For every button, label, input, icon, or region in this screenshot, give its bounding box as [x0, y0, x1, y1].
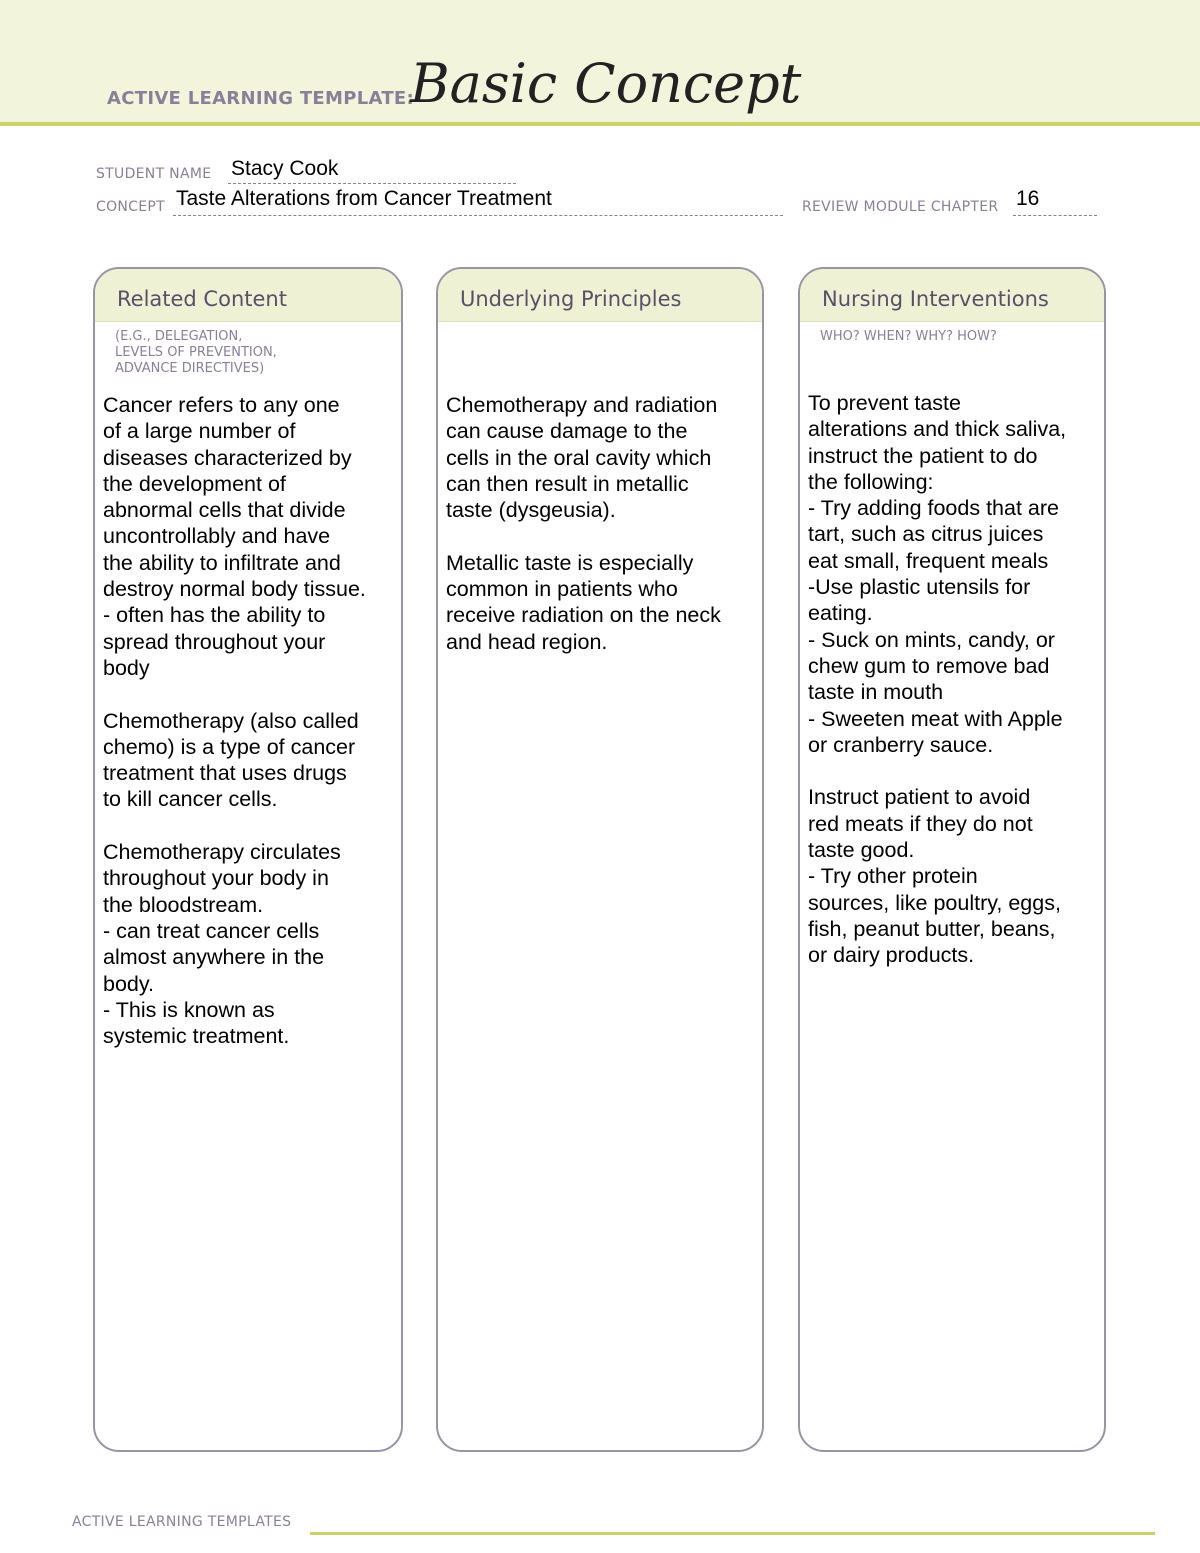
panel-title: Nursing Interventions: [822, 287, 1049, 311]
footer-divider: [310, 1532, 1155, 1535]
panel-title: Underlying Principles: [460, 287, 682, 311]
chapter-value: 16: [1016, 187, 1040, 210]
underlying-principles-panel: [436, 267, 764, 1452]
student-name-label: STUDENT NAME: [96, 166, 212, 182]
header-divider: [0, 122, 1200, 126]
template-label: ACTIVE LEARNING TEMPLATE:: [107, 88, 414, 109]
footer-label: ACTIVE LEARNING TEMPLATES: [72, 1514, 292, 1530]
panel-title: Related Content: [117, 287, 287, 311]
chapter-label: REVIEW MODULE CHAPTER: [802, 199, 999, 215]
student-name-value: Stacy Cook: [231, 157, 339, 180]
nursing-interventions-panel: [798, 267, 1106, 1452]
concept-value: Taste Alterations from Cancer Treatment: [176, 187, 552, 210]
panel-subtitle: (E.G., DELEGATION, LEVELS OF PREVENTION, ADVANCE DIRECTIVES): [115, 329, 277, 376]
underlying-principles-text[interactable]: Chemotherapy and radiation can cause damage to the cells in the oral cavity which can then result in metallic taste (dysgeusia). Metallic taste is especially common in patients who receive radiation on the neck and head region.: [446, 393, 721, 654]
template-title: Basic Concept: [410, 52, 802, 115]
panel-subtitle: WHO? WHEN? WHY? HOW?: [820, 329, 997, 344]
concept-label: CONCEPT: [96, 199, 165, 215]
related-content-text[interactable]: Cancer refers to any one of a large number of diseases characterized by the development of abnormal cells that divide uncontrollably and have the ability to infiltrate and destroy normal body tissue. - often has the ability to spread throughout your body Chemotherapy (also called chemo) is a type of cancer treatment that uses drugs to kill cancer cells. Chemotherapy circulates throughout your body in the bloodstream. - can treat cancer cells almost anywhere in the body. - This is known as systemic treatment.: [103, 393, 366, 1049]
related-content-panel: [93, 267, 403, 1452]
nursing-interventions-text[interactable]: To prevent taste alterations and thick saliva, instruct the patient to do the following: - Try adding foods that are tart, such as citrus juices eat small, frequent meals -Use plastic utensils for eating. - Suck on mints, candy, or chew gum to remove bad taste in mouth - Sweeten meat with Apple or cranberry sauce. Instruct patient to avoid red meats if they do not taste good. - Try other protein sources, like poultry, eggs, fish, peanut butter, beans, or dairy products.: [808, 391, 1067, 968]
